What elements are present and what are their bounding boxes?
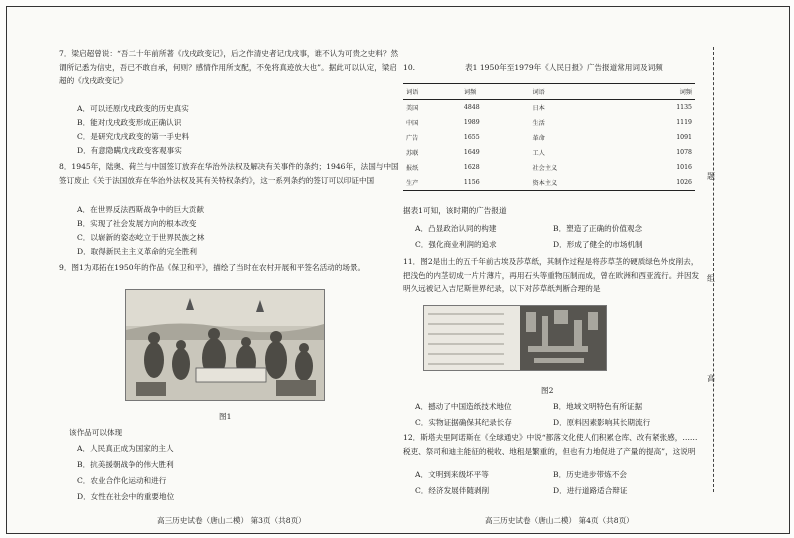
question-10-stem: 据表1可知，该时期的广告报道 <box>403 206 507 215</box>
table-cell: 苏联 <box>406 150 419 157</box>
q11-option-a: A．撼动了中国造纸技术地位 <box>415 402 512 411</box>
q9-lead: 该作品可以体现 <box>69 428 123 437</box>
q7-option-c: C．是研究戊戌政变的第一手史料 <box>77 132 190 141</box>
table-cell: 1016 <box>676 164 692 171</box>
q11-option-c: C．实物证据确保其纪录长存 <box>415 418 512 427</box>
table-cell: 美国 <box>406 105 419 112</box>
table-header-row <box>403 84 695 100</box>
question-11-stem: 11．图2是出土的五千年前古埃及莎草纸，其制作过程是将莎草茎的硬质绿色外皮削去，把浅色的内茎切成一片片薄片，再用石头等重物压制而成，曾在欧洲和西亚流行。并因发明久远被记入吉尼斯世界纪录，以下对莎草纸判断合理的是 <box>403 257 700 293</box>
exam-sheet <box>6 6 790 534</box>
table-cell: 生活 <box>532 120 545 127</box>
ad-frequency-table <box>403 83 695 191</box>
q11-option-d: D．原料因素影响其长期流行 <box>553 418 651 427</box>
table-row <box>403 115 695 130</box>
painting-illustration <box>126 290 324 400</box>
table-cell: 社会主义 <box>532 165 558 172</box>
table-cell: 1119 <box>676 119 692 126</box>
table-cell: 日本 <box>532 105 545 112</box>
q9-option-d: D．女性在社会中的重要地位 <box>77 492 175 501</box>
table-cell: 1156 <box>461 175 530 191</box>
table-cell: 广告 <box>406 135 419 142</box>
binding-margin-char: 高 <box>707 374 715 383</box>
question-9-stem: 9．图1为邓拓在1950年的作品《保卫和平》，描绘了当时在农村开展和平签名活动的场景。 <box>59 263 366 272</box>
figure-1-painting <box>125 289 325 401</box>
table-cell: 1649 <box>463 149 480 156</box>
q8-option-c: C．以崭新的姿态屹立于世界民族之林 <box>77 233 205 242</box>
table-row <box>403 160 695 175</box>
q9-option-a: A．人民真正成为国家的主人 <box>77 444 174 453</box>
table-cell: 1135 <box>676 104 692 111</box>
table-row <box>403 175 695 191</box>
binding-margin-char: 组 <box>707 274 715 283</box>
table-cell: 资本主义 <box>529 175 626 191</box>
table-cell: 中国 <box>406 120 419 127</box>
right-page <box>403 7 701 533</box>
figure-2-papyrus <box>423 305 607 371</box>
q8-option-a: A．在世界反法西斯战争中的巨大贡献 <box>77 205 204 214</box>
left-page-footer: 高三历史试卷（唐山二模） 第3页（共8页） <box>157 516 306 525</box>
table-cell: 生产 <box>403 175 461 191</box>
header-word-2: 词语 <box>529 84 626 100</box>
papyrus-illustration <box>424 306 606 370</box>
table-cell: 4848 <box>463 104 480 111</box>
right-page-footer: 高三历史试卷（唐山二模） 第4页（共8页） <box>485 516 634 525</box>
table-cell: 1026 <box>626 175 695 191</box>
header-freq-1: 词频 <box>461 84 530 100</box>
q12-option-b: B．历史进步带炼不会 <box>553 470 627 479</box>
q12-option-c: C．经济发展伴随剥削 <box>415 486 490 495</box>
figure-1-caption: 图1 <box>219 412 232 421</box>
q7-option-d: D．有意隐瞒戊戌政变客观事实 <box>77 146 182 155</box>
table-cell: 1989 <box>463 119 480 126</box>
q10-option-d: D．形成了健全的市场机制 <box>553 240 643 249</box>
table-cell: 工人 <box>532 150 545 157</box>
binding-dash-line <box>713 47 714 492</box>
table-row <box>403 130 695 145</box>
table-1-title: 表1 1950年至1979年《人民日报》广告报道常用词及词频 <box>465 63 663 72</box>
question-7-stem: 7．梁启超曾说：“吾二十年前所著《戊戌政变记》，后之作清史者记戊戌事，谁不认为可贵之史料？然谓所记悉为信史，吾已不敢自承，何则？感情作用所支配，不免将真迹放大也”。据此可以认定，梁启超的《戊戌政变记》 <box>59 49 399 85</box>
q9-option-c: C．农业合作化运动和进行 <box>77 476 167 485</box>
figure-2-caption: 图2 <box>541 386 554 395</box>
table-cell: 1078 <box>676 149 692 156</box>
q8-option-d: D．取得新民主主义革命的完全胜利 <box>77 247 197 256</box>
question-12-stem: 12．斯塔夫里阿诺斯在《全球通史》中说“都落文化使人们积累仓库、改有紧张感，……税吏、祭司和迪主能征的税收、地租是繁重的，但也有力地促进了产量的提高”，这说明 <box>403 433 698 456</box>
table-row <box>403 100 695 116</box>
table-cell: 1655 <box>463 134 480 141</box>
question-10-number: 10. <box>403 63 416 72</box>
table-cell: 革命 <box>532 135 545 142</box>
left-page <box>59 7 399 533</box>
q7-option-b: B．能对戊戌政变形成正确认识 <box>77 118 182 127</box>
q12-option-a: A．文明到来级坏平等 <box>415 470 489 479</box>
table-cell: 1628 <box>463 164 480 171</box>
table-row <box>403 145 695 160</box>
q8-option-b: B．实现了社会发展方向的根本改变 <box>77 219 197 228</box>
q10-option-b: B．塑造了正确的价值观念 <box>553 224 643 233</box>
question-8-stem: 8．1945年，陆奥、荷兰与中国签订放弃在华治外法权及解决有关事件的条约；1946年，法国与中国签订废止《关于法国放弃在华治外法权及其有关特权条约》，这一系列条约的签订可以印证中国 <box>59 162 399 185</box>
table-cell: 报纸 <box>406 165 419 172</box>
q7-option-a: A．可以还原戊戌政变的历史真实 <box>77 104 189 113</box>
header-word-1: 词语 <box>403 84 461 100</box>
q10-option-a: A．凸显政治认同的构建 <box>415 224 497 233</box>
binding-margin-char: 题 <box>707 172 715 181</box>
q11-option-b: B．地域文明特色有所证据 <box>553 402 643 411</box>
header-freq-2: 词频 <box>626 84 695 100</box>
q9-option-b: B．抗美援朝战争的伟大胜利 <box>77 460 174 469</box>
q10-option-c: C．强化商业利润的追求 <box>415 240 497 249</box>
table-cell: 1091 <box>676 134 692 141</box>
q12-option-d: D．进行道路适合辩证 <box>553 486 628 495</box>
